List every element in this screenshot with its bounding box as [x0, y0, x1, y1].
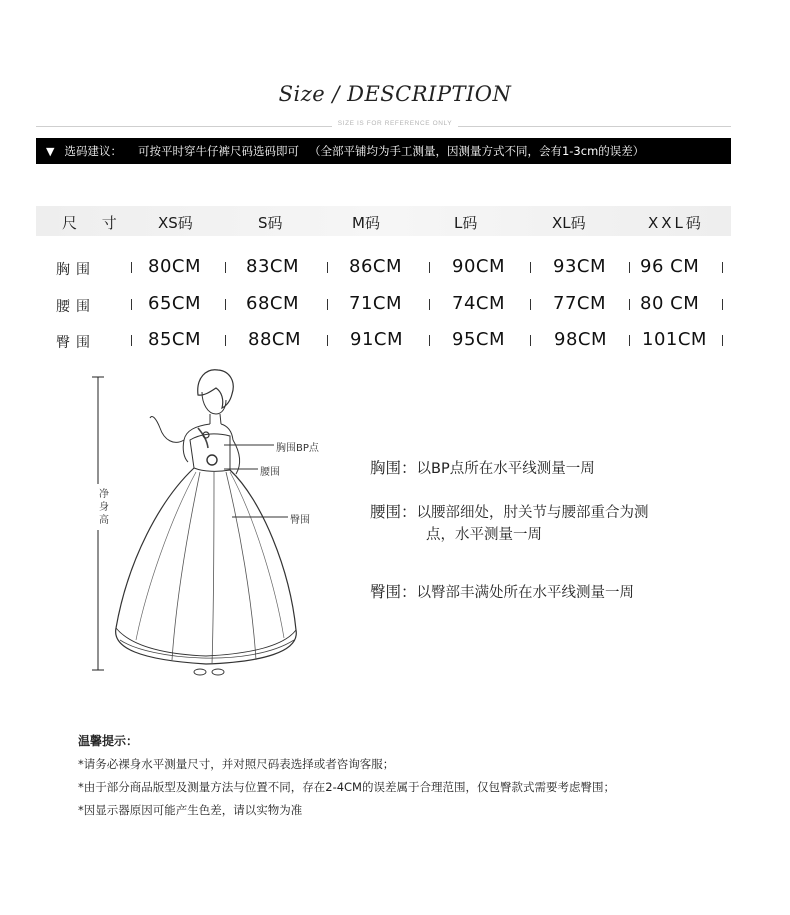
subtitle-text: SIZE IS FOR REFERENCE ONLY: [332, 120, 458, 127]
bust-s: 83CM: [246, 256, 300, 277]
desc-waist: [370, 501, 649, 546]
bust-xs: 80CM: [148, 256, 202, 277]
desc-hip: [370, 581, 634, 604]
header-col-xl: XL码: [552, 214, 586, 232]
tips-section: [78, 730, 615, 822]
tip-item: *由于部分商品版型及测量方法与位置不同，存在2-4CM的误差属于合理范围，仅包臀款式需要考虑臀围；: [78, 780, 615, 794]
header-col-xxl: XXL码: [648, 214, 704, 232]
tip-item: *因显示器原因可能产生色差，请以实物为准: [78, 803, 303, 817]
row-label-waist: 腰围: [56, 299, 96, 315]
bust-l: 90CM: [452, 256, 506, 277]
hip-xl: 98CM: [554, 329, 608, 350]
waist-l: 74CM: [452, 293, 506, 314]
header-col-m: M码: [352, 214, 380, 232]
bust-xxl: 96 CM: [640, 256, 700, 277]
hip-xxl: 101CM: [642, 329, 707, 350]
advice-note: （全部平铺均为手工测量，因测量方式不同，会有1-3cm的误差）: [308, 144, 645, 158]
annotation-bust: 胸围BP点: [276, 443, 319, 454]
waist-m: 71CM: [349, 293, 403, 314]
advice-text: 可按平时穿牛仔裤尺码选码即可: [137, 144, 299, 158]
desc-waist-text-2: 点，水平测量一周: [426, 527, 542, 543]
page-title: Size / DESCRIPTION: [278, 82, 512, 106]
hip-s: 88CM: [248, 329, 302, 350]
desc-waist-key: 腰围：: [370, 503, 417, 521]
annotation-waist: 腰围: [260, 467, 280, 478]
desc-hip-text: 以臀部丰满处所在水平线测量一周: [416, 585, 635, 601]
waist-s: 68CM: [246, 293, 300, 314]
tips-heading: 温馨提示：: [78, 734, 139, 748]
waist-xl: 77CM: [553, 293, 607, 314]
desc-bust: [370, 457, 595, 480]
annotation-hip: 臀围: [290, 515, 310, 526]
waist-xs: 65CM: [148, 293, 202, 314]
header-col-s: S码: [258, 214, 283, 232]
header-col-l: L码: [454, 214, 478, 232]
waist-xxl: 80 CM: [640, 293, 700, 314]
triangle-down-icon: ▼: [46, 144, 55, 158]
advice-label: 选码建议：: [64, 144, 122, 158]
hip-m: 91CM: [350, 329, 404, 350]
hip-xs: 85CM: [148, 329, 202, 350]
desc-bust-key: 胸围：: [370, 459, 417, 477]
bust-m: 86CM: [349, 256, 403, 277]
tip-item: *请务必裸身水平测量尺寸，并对照尺码表选择或者咨询客服；: [78, 757, 395, 771]
height-label: 净身高: [99, 489, 109, 526]
header-size-label: 尺 寸: [62, 214, 127, 232]
row-label-bust: 胸围: [56, 262, 96, 278]
desc-waist-text: 以腰部细处，肘关节与腰部重合为测: [416, 505, 649, 521]
row-label-hip: 臀围: [56, 335, 96, 351]
desc-bust-text: 以BP点所在水平线测量一周: [416, 461, 595, 477]
header-col-xs: XS码: [158, 214, 193, 232]
bust-xl: 93CM: [553, 256, 607, 277]
desc-hip-key: 臀围：: [370, 583, 417, 601]
hip-l: 95CM: [452, 329, 506, 350]
